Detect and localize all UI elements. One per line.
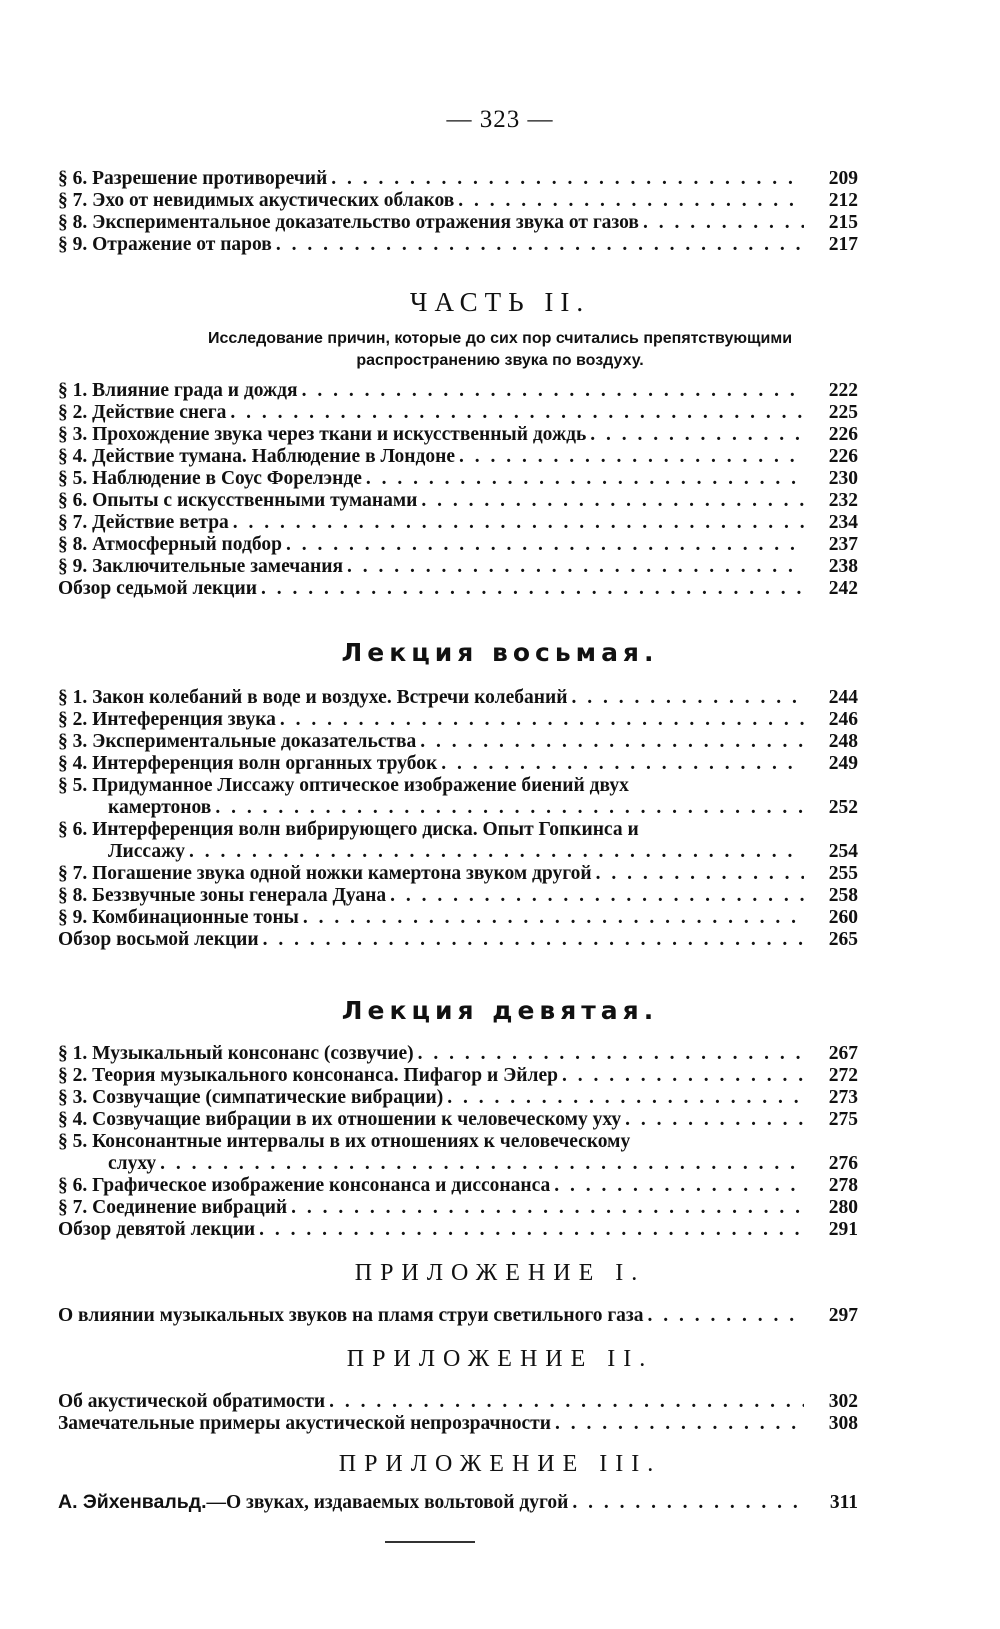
appendix-3-heading: ПРИЛОЖЕНИЕ III. (338, 1451, 662, 1477)
toc-entry-page: 267 (828, 1043, 858, 1064)
toc-entry-page: 209 (828, 168, 858, 189)
toc-entry-title: § 7. Соединение вибраций (58, 1197, 288, 1218)
toc-entry-page: 272 (828, 1065, 858, 1086)
toc-entry-page: 273 (828, 1087, 858, 1108)
toc-entry-title: § 3. Созвучащие (симпатические вибрации) (58, 1087, 444, 1108)
toc-entry[interactable] (58, 1043, 858, 1065)
toc-entry-page: 280 (828, 1197, 858, 1218)
toc-entry-page: 302 (828, 1391, 858, 1412)
lecture-8-heading: Лекция восьмая. (341, 638, 659, 667)
toc-entry-page: 275 (828, 1109, 858, 1130)
dot-leader (421, 490, 804, 512)
toc-entry[interactable] (58, 709, 858, 731)
dot-leader (459, 446, 804, 468)
dot-leader (280, 709, 804, 731)
appendix-1-heading: ПРИЛОЖЕНИЕ I. (354, 1260, 646, 1286)
toc-entry-author: А. Эйхенвальд. (58, 1491, 207, 1513)
dot-leader (189, 841, 804, 863)
toc-entry-title: § 1. Музыкальный консонанс (созвучие) (58, 1043, 414, 1064)
toc-entry[interactable] (58, 234, 858, 256)
toc-entry[interactable] (58, 1131, 858, 1175)
toc-entry[interactable] (58, 424, 858, 446)
toc-entry[interactable] (58, 885, 858, 907)
dot-leader (329, 1391, 804, 1413)
toc-entry-page: 215 (828, 212, 858, 233)
toc-entry-title: § 3. Экспериментальные доказательства (58, 731, 417, 752)
toc-entry-title (58, 1491, 568, 1514)
toc-entry-title: Об акустической обратимости (58, 1391, 326, 1412)
dot-leader (441, 753, 804, 775)
toc-entry-title: § 2. Действие снега (58, 402, 227, 423)
toc-entry-title: Замечательные примеры акустической непрозрачности (58, 1413, 551, 1434)
toc-entry-title: § 6. Разрешение противоречий (58, 168, 328, 189)
toc-entry-page: 291 (828, 1219, 858, 1240)
toc-entry-title: § 5. Наблюдение в Соус Форелэнде (58, 468, 362, 489)
toc-entry[interactable] (58, 1492, 858, 1514)
toc-lecture-9-block (58, 1043, 858, 1241)
dot-leader (418, 1043, 804, 1065)
toc-entry-page: 246 (828, 709, 858, 730)
dot-leader (596, 863, 804, 885)
toc-entry-page: 254 (828, 841, 858, 862)
toc-entry-title: Обзор восьмой лекции (58, 929, 259, 950)
toc-entry[interactable] (58, 556, 858, 578)
toc-entry-title-text: —О звуках, издаваемых вольтовой дугой (206, 1492, 569, 1513)
toc-entry-page: 232 (828, 490, 858, 511)
toc-lecture-8-block (58, 687, 858, 951)
toc-entry-page: 226 (828, 446, 858, 467)
toc-entry-title: § 9. Отражение от паров (58, 234, 272, 255)
toc-entry-page: 212 (828, 190, 858, 211)
toc-entry[interactable] (58, 907, 858, 929)
toc-entry[interactable] (58, 929, 858, 951)
toc-entry[interactable] (58, 1065, 858, 1087)
toc-entry-page: 238 (828, 556, 858, 577)
toc-entry[interactable] (58, 1087, 858, 1109)
toc-entry-page: 265 (828, 929, 858, 950)
toc-entry[interactable] (58, 1305, 858, 1327)
appendix-2-heading: ПРИЛОЖЕНИЕ II. (346, 1346, 654, 1372)
dot-leader (572, 1492, 804, 1514)
dot-leader (276, 234, 804, 256)
dot-leader (302, 380, 804, 402)
toc-entry-title: § 6. Интерференция волн вибрирующего диска. Опыт Гопкинса и (58, 819, 639, 840)
dot-leader (263, 929, 804, 951)
toc-entry[interactable] (58, 402, 858, 424)
toc-entry-title: О влиянии музыкальных звуков на пламя струи светильного газа (58, 1305, 644, 1326)
part-2-subtitle (70, 328, 930, 372)
toc-entry-page: 242 (828, 578, 858, 599)
toc-entry-page: 297 (828, 1305, 858, 1326)
dot-leader (390, 885, 804, 907)
toc-entry-title: § 8. Беззвучные зоны генерала Дуана (58, 885, 387, 906)
dot-leader (230, 402, 804, 424)
toc-entry-title: § 7. Действие ветра (58, 512, 229, 533)
dot-leader (554, 1175, 804, 1197)
toc-entry-title: § 8. Экспериментальное доказательство отражения звука от газов (58, 212, 639, 233)
toc-entry[interactable] (58, 512, 858, 534)
toc-entry[interactable] (58, 775, 858, 819)
toc-appendix-2-block (58, 1391, 858, 1435)
page-number: — 323 — (446, 106, 554, 133)
dot-leader (215, 797, 804, 819)
toc-entry[interactable] (58, 863, 858, 885)
toc-entry-page: 278 (828, 1175, 858, 1196)
dot-leader (331, 168, 804, 190)
toc-entry[interactable] (58, 1219, 858, 1241)
toc-entry-page: 255 (828, 863, 858, 884)
dot-leader (420, 731, 804, 753)
toc-entry[interactable] (58, 753, 858, 775)
toc-entry-title: § 4. Созвучащие вибрации в их отношении к человеческому уху (58, 1109, 622, 1130)
toc-entry-page: 276 (828, 1153, 858, 1174)
toc-entry-title-continued: слуху (108, 1153, 157, 1174)
toc-entry[interactable] (58, 1109, 858, 1131)
toc-appendix-3-block (58, 1492, 858, 1514)
part-2-heading: ЧАСТЬ II. (409, 287, 591, 317)
dot-leader (303, 907, 804, 929)
dot-leader (648, 1305, 804, 1327)
part-2-subtitle-line-2: распространению звука по воздуху. (356, 352, 644, 369)
toc-entry[interactable] (58, 212, 858, 234)
toc-entry-title: § 9. Заключительные замечания (58, 556, 344, 577)
toc-entry-page: 308 (828, 1413, 858, 1434)
toc-entry-page: 234 (828, 512, 858, 533)
dot-leader (458, 190, 804, 212)
dot-leader (259, 1219, 804, 1241)
toc-entry-title: § 9. Комбинационные тоны (58, 907, 299, 928)
toc-entry-page: 225 (828, 402, 858, 423)
toc-appendix-1-block (58, 1305, 858, 1327)
toc-entry-title: § 2. Теория музыкального консонанса. Пифагор и Эйлер (58, 1065, 558, 1086)
toc-entry-page: 248 (828, 731, 858, 752)
dot-leader (571, 687, 804, 709)
toc-entry-title: Обзор седьмой лекции (58, 578, 257, 599)
end-rule (385, 1541, 475, 1543)
toc-entry-page: 311 (829, 1492, 858, 1513)
part-2-subtitle-line-1: Исследование причин, которые до сих пор считались препятствующими (207, 330, 793, 347)
toc-entry-page: 252 (828, 797, 858, 818)
toc-entry-title: § 2. Интеференция звука (58, 709, 276, 730)
toc-entry-title: § 6. Графическое изображение консонанса и диссонанса (58, 1175, 551, 1196)
dot-leader (366, 468, 804, 490)
toc-entry-title: § 1. Влияние града и дождя (58, 380, 298, 401)
toc-entry[interactable] (58, 468, 858, 490)
lecture-9-heading: Лекция девятая. (341, 996, 659, 1025)
toc-top-block (58, 168, 858, 256)
toc-entry-title: § 8. Атмосферный подбор (58, 534, 282, 555)
toc-entry[interactable] (58, 819, 858, 863)
toc-entry[interactable] (58, 380, 858, 402)
toc-entry-title: Обзор девятой лекции (58, 1219, 256, 1240)
toc-entry-title: § 1. Закон колебаний в воде и воздухе. Встречи колебаний (58, 687, 568, 708)
toc-entry[interactable] (58, 1175, 858, 1197)
toc-entry[interactable] (58, 190, 858, 212)
toc-entry-page: 244 (828, 687, 858, 708)
toc-entry-title: § 5. Консонантные интервалы в их отношениях к человеческому (58, 1131, 631, 1152)
dot-leader (291, 1197, 804, 1219)
toc-entry-page: 222 (828, 380, 858, 401)
toc-entry-title: § 6. Опыты с искусственными туманами (58, 490, 418, 511)
toc-entry[interactable] (58, 731, 858, 753)
toc-entry[interactable] (58, 687, 858, 709)
dot-leader (233, 512, 804, 534)
toc-entry-title: § 7. Эхо от невидимых акустических облаков (58, 190, 455, 211)
toc-entry[interactable] (58, 1413, 858, 1435)
toc-entry-page: 230 (828, 468, 858, 489)
toc-entry-title-continued: Лиссажу (108, 841, 185, 862)
toc-entry[interactable] (58, 578, 858, 600)
dot-leader (286, 534, 804, 556)
toc-entry-page: 260 (828, 907, 858, 928)
toc-entry-title-continued: камертонов (108, 797, 212, 818)
toc-entry-title: § 4. Действие тумана. Наблюдение в Лондоне (58, 446, 456, 467)
toc-entry-title: § 3. Прохождение звука через ткани и искусственный дождь (58, 424, 587, 445)
toc-part-2-block (58, 380, 858, 600)
toc-entry[interactable] (58, 534, 858, 556)
toc-entry-page: 226 (828, 424, 858, 445)
toc-entry-page: 249 (828, 753, 858, 774)
dot-leader (555, 1413, 804, 1435)
toc-entry-page: 258 (828, 885, 858, 906)
dot-leader (347, 556, 804, 578)
dot-leader (590, 424, 804, 446)
toc-entry[interactable] (58, 1197, 858, 1219)
dot-leader (261, 578, 804, 600)
toc-entry-page: 237 (828, 534, 858, 555)
toc-entry-page: 217 (828, 234, 858, 255)
dot-leader (160, 1153, 804, 1175)
dot-leader (447, 1087, 804, 1109)
toc-entry[interactable] (58, 490, 858, 512)
dot-leader (643, 212, 804, 234)
toc-entry[interactable] (58, 1391, 858, 1413)
toc-entry[interactable] (58, 168, 858, 190)
toc-entry[interactable] (58, 446, 858, 468)
toc-entry-title: § 4. Интерференция волн органных трубок (58, 753, 438, 774)
toc-entry-title: § 7. Погашение звука одной ножки камертона звуком другой (58, 863, 592, 884)
toc-entry-title: § 5. Придуманное Лиссажу оптическое изображение биений двух (58, 775, 629, 796)
dot-leader (625, 1109, 804, 1131)
dot-leader (562, 1065, 804, 1087)
